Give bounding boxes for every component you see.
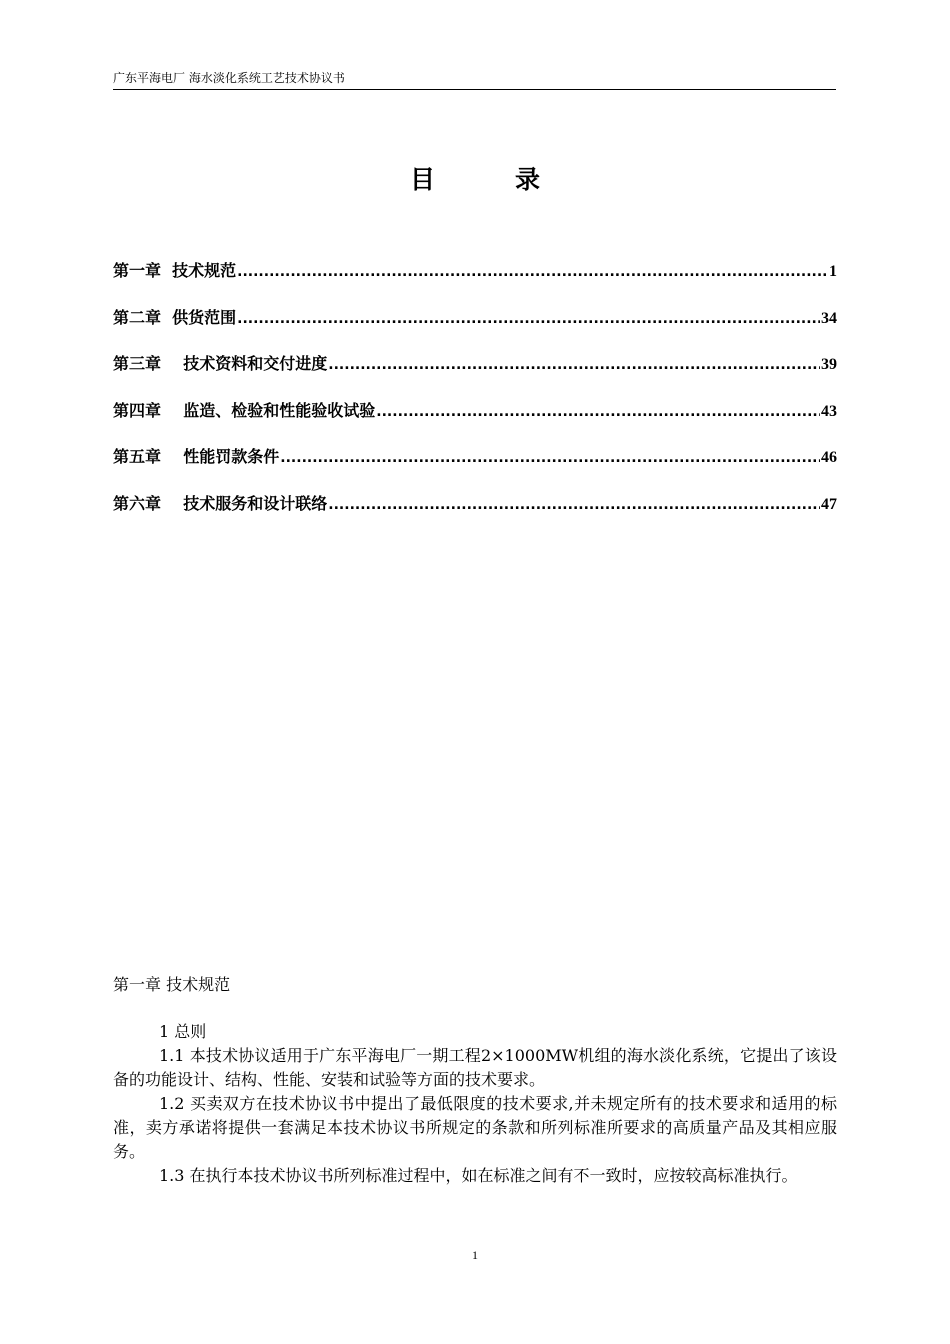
toc-entry-4[interactable] (113, 398, 837, 445)
chapter-body (113, 1020, 837, 1188)
toc-leader-dots (237, 264, 828, 280)
toc-title-left: 目 (409, 165, 435, 194)
toc-entry-1[interactable] (113, 258, 837, 305)
toc-leader-dots (328, 497, 820, 513)
toc-entry-page: 47 (821, 495, 837, 513)
toc-entry-page: 46 (821, 449, 837, 466)
toc-leader-dots (237, 311, 820, 327)
toc-entry-page: 1 (829, 263, 837, 280)
toc-leader-dots (328, 357, 820, 373)
running-header (113, 70, 836, 90)
toc-entry-label: 第四章 监造、检验和性能验收试验 (113, 400, 376, 420)
header-title: 广东平海电厂 海水淡化系统工艺技术协议书 (113, 71, 345, 85)
paragraph: 1.1 本技术协议适用于广东平海电厂一期工程2×1000MW机组的海水淡化系统，它提出了该设备的功能设计、结构、性能、安装和试验等方面的技术要求。 (113, 1046, 837, 1089)
toc-entry-label: 第一章 技术规范 (113, 261, 237, 280)
page-number: 1 (472, 1248, 478, 1262)
toc-entry-page: 34 (821, 309, 837, 327)
toc-leader-dots (280, 450, 820, 466)
toc-entry-label: 第三章 技术资料和交付进度 (113, 354, 328, 373)
chapter-heading: 第一章 技术规范 (113, 975, 231, 994)
toc-entry-page: 43 (821, 402, 837, 420)
toc-title (0, 160, 950, 196)
paragraph: 1.2 买卖双方在技术协议书中提出了最低限度的技术要求,并未规定所有的技术要求和适用的标准，卖方承诺将提供一套满足本技术协议书所规定的条款和所列标准所要求的高质量产品及其相应服务。 (113, 1094, 837, 1161)
toc-entry-5[interactable] (113, 444, 837, 491)
toc-entry-label: 第五章 性能罚款条件 (113, 447, 280, 466)
table-of-contents (113, 258, 837, 537)
toc-entry-6[interactable] (113, 491, 837, 538)
toc-entry-2[interactable] (113, 305, 837, 352)
toc-title-right: 录 (515, 165, 541, 194)
paragraph: 1.3 在执行本技术协议书所列标准过程中，如在标准之间有不一致时，应按较高标准执行。 (159, 1166, 798, 1185)
paragraph: 1 总则 (159, 1022, 207, 1041)
toc-entry-page: 39 (821, 356, 837, 373)
toc-entry-label: 第六章 技术服务和设计联络 (113, 493, 328, 513)
toc-leader-dots (376, 404, 820, 420)
toc-entry-label: 第二章 供货范围 (113, 307, 237, 327)
toc-entry-3[interactable] (113, 351, 837, 398)
